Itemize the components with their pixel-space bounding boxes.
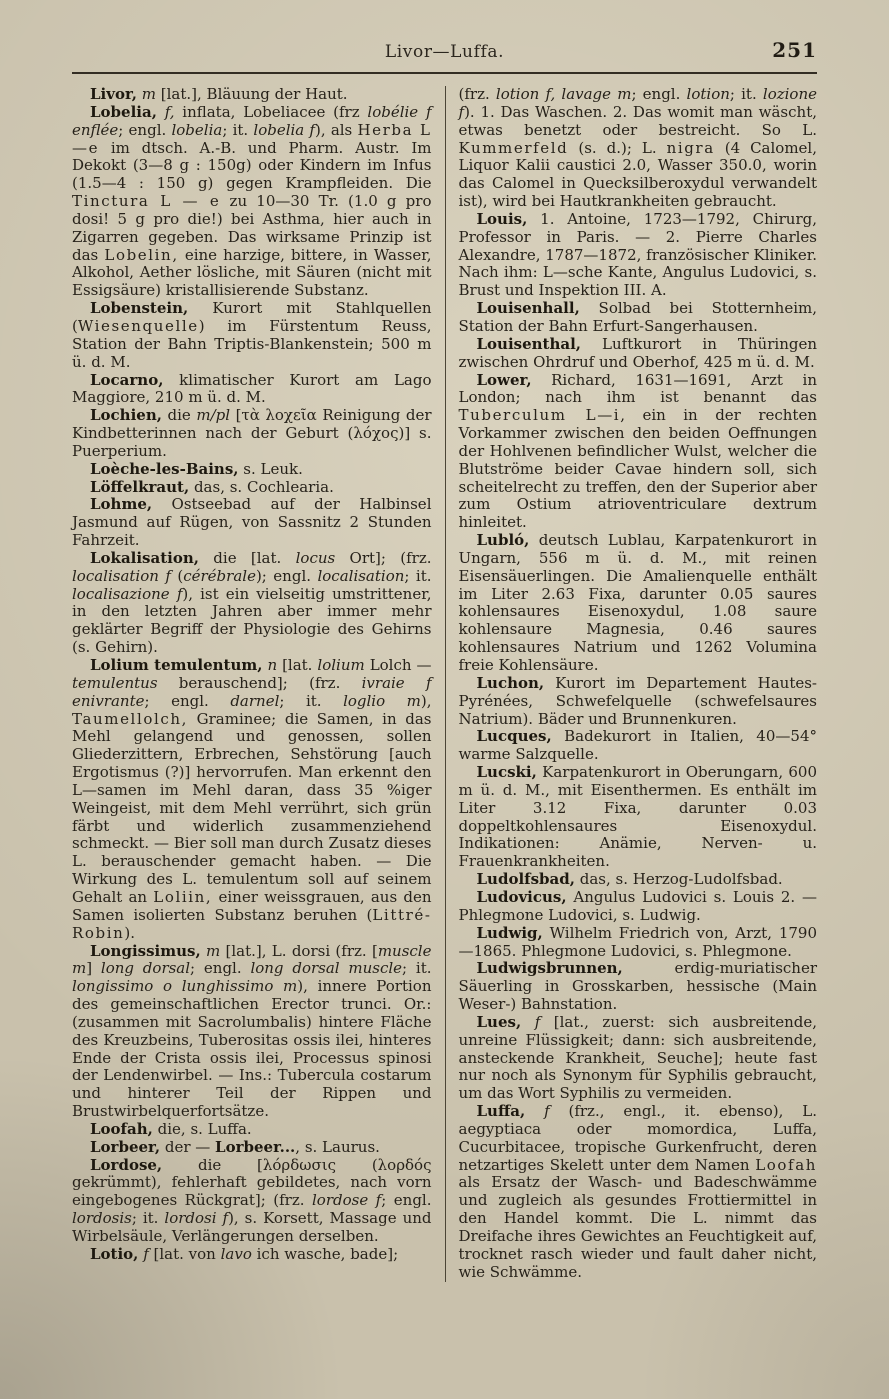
entry-headword: Ludwigsbrunnen,	[476, 959, 623, 978]
dictionary-entry	[72, 479, 432, 497]
entry-text-run: lolium	[317, 656, 365, 674]
entry-headword: Lokalisation,	[90, 548, 199, 567]
entry-text-run: m/pl	[196, 406, 231, 425]
entry-text-run: lobelia	[171, 120, 223, 139]
entry-headword: Loèche-les-Bains,	[90, 459, 239, 478]
entry-text-run	[525, 1102, 544, 1120]
entry-headword: Lolium temulentum,	[90, 656, 263, 674]
entry-headword: Ludolfsbad,	[476, 870, 575, 889]
entry-text-run: Kummerfeld	[458, 138, 569, 157]
entry-text-run: ; it.	[131, 1209, 165, 1228]
dictionary-entry	[72, 657, 432, 943]
entry-text-run: ; it.	[404, 566, 432, 585]
dictionary-entry	[72, 1157, 432, 1246]
entry-text-run: lobélie f enflée	[72, 102, 432, 139]
dictionary-entry	[72, 407, 432, 461]
entry-headword: Lobenstein,	[90, 299, 189, 318]
running-title: Livor—Luffa.	[384, 42, 505, 62]
right-column	[445, 86, 818, 1282]
dictionary-entry	[72, 104, 432, 300]
entry-text-run: lordosi f	[164, 1209, 229, 1228]
entry-text-run: die	[161, 406, 197, 425]
entry-text-run: [lat., zuerst: sich ausbreitende, unreine Flüssigkeit; dann: sich ausbreitende, ansteckende Krankheit, Seuche]; heute fast nur noch als Synonym für Syphilis gebraucht, um das Wort Syphilis zu vermeiden.	[458, 1012, 817, 1103]
entry-text-run: ; engl.	[381, 1191, 432, 1210]
dictionary-entry	[72, 86, 432, 104]
entry-text-run: Littré-Robin	[72, 905, 432, 942]
entry-headword: Livor,	[90, 85, 137, 103]
entry-text-run: Loofah	[755, 1155, 817, 1174]
entry-text-run: , ein in der rechten Vorkammer zwischen den beiden Oeffnungen der Hohlvenen befindlicher Wulst, welcher die Blutströme beider Cavae hindern soll, sich scheitelrecht zu treffen, den der Superior aber zum Ostium atrioventriculare dextrum hinleitet.	[458, 406, 817, 532]
entry-text-run: die [lat.	[198, 548, 296, 567]
entry-text-run: das, s. Herzog-Ludolfsbad.	[574, 870, 783, 889]
entry-text-run: lordosis	[72, 1209, 132, 1228]
entry-text-run: der —	[160, 1137, 216, 1156]
entry-text-run: ),	[420, 691, 432, 710]
entry-text-run: ), ist ein vielseitig umstrittener, in den letzten Jahren aber immer mehr geklärter Begriff der Physiologie des Gehirns (s. Gehirn).	[72, 584, 432, 657]
entry-text-run: Ostseebad auf der Halbinsel Jasmund auf Rügen, von Sassnitz 2 Stunden Fahrzeit.	[72, 495, 432, 550]
entry-text-run: ; it.	[222, 120, 254, 139]
entry-headword: Lobelia,	[90, 102, 157, 121]
entry-text-run: Karpatenkurort in Oberungarn, 600 m ü. d. M., mit Eisenthermen. Es enthält im Liter 3.12 Fixa, darunter 0.03 doppeltkohlensaures Eisenoxydul. Indikationen: Anämie, Nerven- u. Frauenkrankheiten.	[458, 763, 817, 871]
entry-text-run: die [λόρδωσις (λορδός gekrümmt), fehlerhaft gebildetes, nach vorn eingebogenes Rückgrat]; (frz.	[72, 1155, 432, 1210]
dictionary-entry	[459, 764, 818, 871]
entry-text-run: Kurort im Departement Hautes-Pyrénées, Schwefelquelle (schwefelsaures Natrium). Bäder und Brunnenkuren.	[458, 673, 817, 728]
entry-text-run	[521, 1013, 535, 1031]
entry-text-run: lobelia f	[253, 120, 315, 139]
entry-text-run: zu 10—30 Tr. (1.0 g pro dosi! 5 g pro die!) bei Asthma, hier auch in Zigarren gegeben. Das wirksame Prinzip ist das	[72, 192, 432, 264]
entry-headword: Lotio,	[90, 1244, 139, 1263]
entry-text-run: 1. Antoine, 1723—1792, Chirurg, Professor in Paris. — 2. Pierre Charles Alexandre, 1787—1872, französischer Kliniker. Nach ihm: L—sche Kante, Angulus Ludovici, s. Brust und Inspektion III. A.	[458, 209, 817, 300]
entry-headword: Löffelkraut,	[90, 477, 190, 496]
entry-text-run: Tuberculum L—i	[458, 406, 621, 425]
entry-text-run: ivraie f enivrante	[72, 673, 432, 710]
entry-text-run: Badekurort in Italien, 40—54° warme Salzquelle.	[458, 727, 817, 764]
entry-text-run: localisation	[317, 566, 405, 585]
entry-text-run: Lobelin,	[104, 245, 179, 264]
page-number: 251	[772, 38, 817, 62]
entry-headword: Louis,	[476, 209, 528, 228]
entry-text-run: s. Leuk.	[238, 459, 303, 478]
entry-headword: Lorbeer...	[215, 1137, 296, 1156]
entry-text-run: ), s. Korsett, Massage und Wirbelsäule, Verlängerungen derselben.	[72, 1209, 432, 1245]
left-column	[72, 86, 445, 1282]
entry-text-run: f	[544, 1102, 550, 1121]
entry-text-run: [lat.], Bläuung der Haut.	[156, 85, 348, 103]
entry-text-run: [lat.], L. dorsi (frz. [	[220, 941, 378, 960]
entry-text-run: (frz., engl., it. ebenso), L. aegyptiaca oder momordica, Luffa, Cucurbitacee, tropische Gurkenfrucht, deren netzartiges Skelett unter dem Namen	[458, 1102, 817, 1174]
entry-text-run: das, s. Cochlearia.	[189, 477, 334, 496]
entry-text-run: (4 Calomel, Liquor Kalii caustici 2.0, Wasser 350.0, worin das Calomel in Quecksilberoxydul verwandelt ist), wird bei Hautkrankheiten gebraucht.	[458, 138, 817, 211]
entry-text-run: Tinctura L — e	[72, 192, 221, 211]
page-header	[72, 40, 817, 68]
entry-text-run: localisation f	[72, 566, 171, 585]
entry-text-run: lotion	[686, 85, 730, 103]
entry-text-run: ). 1. Das Waschen. 2. Das womit man wäscht, etwas benetzt oder bestreicht. So L.	[458, 102, 817, 139]
entry-text-run: Herba L—e	[72, 120, 432, 157]
dictionary-entry	[459, 1103, 818, 1281]
entry-headword: Lucski,	[476, 763, 537, 782]
entry-text-run: deutsch Lublau, Karpatenkurort in Ungarn, 556 m ü. d. M., mit reinen Eisensäuerlingen. Die Amalienquelle enthält im Liter 2.63 Fixa, darunter 0.05 saures kohlensaures Eisenoxydul, 1.08 saure kohlensaure Magnesia, 0.46 saures kohlensaures Natrium und 1262 Volumina freie Kohlensäure.	[458, 531, 817, 674]
entry-text-run: ; it.	[729, 85, 763, 103]
dictionary-entry	[72, 943, 432, 1121]
entry-text-run: Richard, 1631—1691, Arzt in London; nach ihm ist benannt das	[458, 370, 817, 407]
entry-text-run: Kurort mit Stahlquellen (	[72, 299, 432, 335]
entry-text-run: die, s. Luffa.	[152, 1119, 252, 1138]
entry-headword: Lucques,	[476, 727, 552, 746]
entry-text-run: ); engl.	[255, 566, 318, 585]
dictionary-entry	[72, 496, 432, 550]
entry-text-run: Wiesenquelle	[77, 316, 199, 335]
entry-headword: Louisenhall,	[476, 299, 580, 318]
entry-text-run: Angulus Ludovici s. Louis 2. — Phlegmone Ludovici, s. Ludwig.	[458, 887, 817, 924]
dictionary-entry	[459, 925, 818, 961]
entry-text-run: ich wasche, bade];	[251, 1244, 399, 1263]
entry-headword: Longissimus,	[90, 941, 201, 960]
entry-headword: Locarno,	[90, 370, 164, 389]
entry-text-run: Ort]; (frz.	[335, 548, 432, 567]
entry-text-run: ), innere Portion des gemeinschaftlichen Erector trunci. Or.: (zusammen mit Sacrolumbalis) hintere Fläche des Kreuzbeins, Tuberositas ossis ilei, hinteres Ende der Crista ossis ilei, Processus spinosi der Lendenwirbel. — Ins.: Tubercula costarum und hinterer Teil der Rippen und Brustwirbelquerfortsätze.	[72, 977, 432, 1121]
dictionary-entry	[72, 372, 432, 408]
entry-text-run: long dorsal	[100, 959, 191, 978]
dictionary-entry	[459, 372, 818, 533]
entry-headword: Lubló,	[476, 531, 530, 550]
dictionary-entry	[459, 871, 818, 889]
header-rule	[72, 72, 817, 74]
dictionary-entry	[459, 675, 818, 729]
entry-headword: Ludwig,	[476, 923, 543, 942]
entry-text-run: ), als	[315, 120, 358, 139]
dictionary-entry	[72, 550, 432, 657]
dictionary-entry	[72, 300, 432, 371]
entry-text-run: lotion f, lavage m	[495, 85, 632, 103]
entry-text-run: ; it.	[402, 959, 432, 978]
entry-text-run: [lat. von	[148, 1244, 221, 1263]
entry-text-run: lavo	[220, 1244, 252, 1263]
dictionary-entry	[459, 336, 818, 372]
entry-text-run: inflata, Lobeliacee (frz	[174, 102, 368, 121]
entry-text-run: ; engl.	[118, 120, 172, 139]
entry-text-run: als Ersatz der Wasch- und Badeschwämme und zugleich als gesundes Frottiermittel in den Handel kommt. Die L. nimmt das Dreifache ihres Gewichtes an Feuchtigkeit auf, trocknet rasch wieder und fault daher nicht, wie Schwämme.	[458, 1173, 817, 1281]
entry-text-run: lordose f	[311, 1191, 382, 1210]
text-columns	[72, 86, 817, 1282]
entry-text-run: ]	[86, 959, 101, 978]
entry-text-run: Solbad bei Stotternheim, Station der Bahn Erfurt-Sangerhausen.	[458, 299, 817, 335]
entry-text-run: locus	[295, 548, 336, 567]
entry-text-run: long dorsal muscle	[250, 959, 403, 978]
dictionary-entry	[72, 1246, 432, 1264]
entry-text-run: loglio m	[343, 691, 421, 710]
entry-headword: Lohme,	[90, 495, 153, 514]
dictionary-entry	[72, 1139, 432, 1157]
entry-text-run: ; engl.	[631, 85, 687, 103]
entry-text-run: nigra	[666, 138, 715, 157]
dictionary-entry	[459, 889, 818, 925]
entry-text-run: (frz.	[458, 85, 496, 103]
dictionary-entry	[459, 86, 818, 211]
entry-text-run: darnel	[230, 691, 280, 710]
entry-text-run: m	[205, 941, 221, 960]
entry-text-run: einer weissgrauen, aus den Samen isolierten Substanz beruhen (	[72, 887, 432, 924]
entry-headword: Lues,	[476, 1012, 522, 1031]
entry-text-run: Luftkurort in Thüringen zwischen Ohrdruf und Oberhof, 425 m ü. d. M.	[458, 334, 817, 371]
entry-text-run: (	[170, 566, 184, 585]
entry-text-run: ).	[124, 923, 136, 942]
entry-text-run: Lolch —	[364, 656, 432, 674]
entry-headword: Lorbeer,	[90, 1137, 161, 1156]
entry-headword: Lower,	[476, 370, 532, 389]
entry-headword: Luffa,	[476, 1102, 526, 1121]
entry-text-run: f	[534, 1012, 541, 1031]
dictionary-entry	[459, 1014, 818, 1103]
entry-text-run: erdig-muriatischer Säuerling in Grosskarben, hessische (Main Weser-) Bahnstation.	[458, 959, 817, 1014]
dictionary-entry	[459, 211, 818, 300]
entry-text-run: [lat.	[277, 656, 318, 674]
dictionary-entry	[459, 532, 818, 675]
entry-text-run: longissimo o lunghissimo m	[72, 977, 298, 996]
entry-text-run: f,	[164, 102, 175, 121]
entry-text-run: temulentus	[72, 673, 158, 692]
entry-headword: Louisenthal,	[476, 334, 582, 353]
entry-text-run: Taumellolch,	[72, 709, 188, 728]
entry-text-run: , s. Laurus.	[295, 1137, 380, 1156]
entry-text-run: klimatischer Kurort am Lago Maggiore, 210 m ü. d. M.	[72, 370, 432, 407]
entry-text-run: ; engl.	[190, 959, 251, 978]
entry-headword: Lochien,	[90, 406, 162, 425]
entry-text-run: ; it.	[279, 691, 344, 710]
entry-text-run: ; engl.	[144, 691, 231, 710]
dictionary-entry	[459, 728, 818, 764]
entry-text-run: m	[141, 85, 157, 103]
entry-text-run: (s. d.); L.	[568, 138, 667, 157]
entry-text-run: eine harzige, bittere, in Wasser, Alkohol, Aether lösliche, mit Säuren (nicht mit Essigsäure) kristallisierende Substanz.	[72, 245, 432, 300]
entry-text-run: Graminee; die Samen, in das Mehl gelangend und genossen, sollen Gliederzittern, Erbrechen, Sehstörung [auch Ergotismus (?)] hervorrufen. Man erkennt den L—samen im Mehl daran, dass 35 %iger Weingeist, mit dem Mehl verrührt, sich grün färbt und widerlich zusammenziehend schmeckt. — Bier soll man durch Zusatz dieses L. berauschender gemacht haben. — Die Wirkung des L. temulentum soll auf seinem Gehalt an	[72, 709, 432, 906]
dictionary-entry	[459, 300, 818, 336]
entry-text-run: cérébrale	[183, 566, 256, 585]
entry-text-run: ) im Fürstentum Reuss, Station der Bahn Triptis-Blankenstein; 500 m ü. d. M.	[72, 316, 432, 371]
entry-text-run: Loliin,	[153, 887, 213, 906]
entry-text-run: n	[267, 656, 278, 674]
entry-text-run: lozione f	[458, 85, 818, 121]
entry-text-run	[157, 103, 165, 121]
entry-headword: Luchon,	[476, 673, 545, 692]
entry-text-run: muscle m	[72, 941, 432, 978]
entry-headword: Lordose,	[90, 1155, 163, 1174]
entry-text-run: Wilhelm Friedrich von, Arzt, 1790—1865. Phlegmone Ludovici, s. Phlegmone.	[458, 923, 817, 960]
entry-text-run: localisazione f	[72, 584, 183, 603]
entry-text-run: [τὰ λοχεῖα Reinigung der Kindbetterinnen nach der Geburt (λόχος)] s. Puerperium.	[72, 406, 432, 460]
dictionary-entry	[72, 1121, 432, 1139]
dictionary-entry	[72, 461, 432, 479]
entry-headword: Loofah,	[90, 1119, 153, 1138]
entry-headword: Ludovicus,	[476, 887, 567, 906]
dictionary-entry	[459, 960, 818, 1014]
entry-text-run: f	[143, 1244, 149, 1263]
entry-text-run: im dtsch. A.-B. und Pharm. Austr. Im Dekokt (3—8 g : 150g) oder Kindern im Infus (1.5—4 : 150 g) gegen Krampfleiden. Die	[72, 138, 432, 193]
entry-text-run: berauschend]; (frz.	[157, 673, 362, 692]
